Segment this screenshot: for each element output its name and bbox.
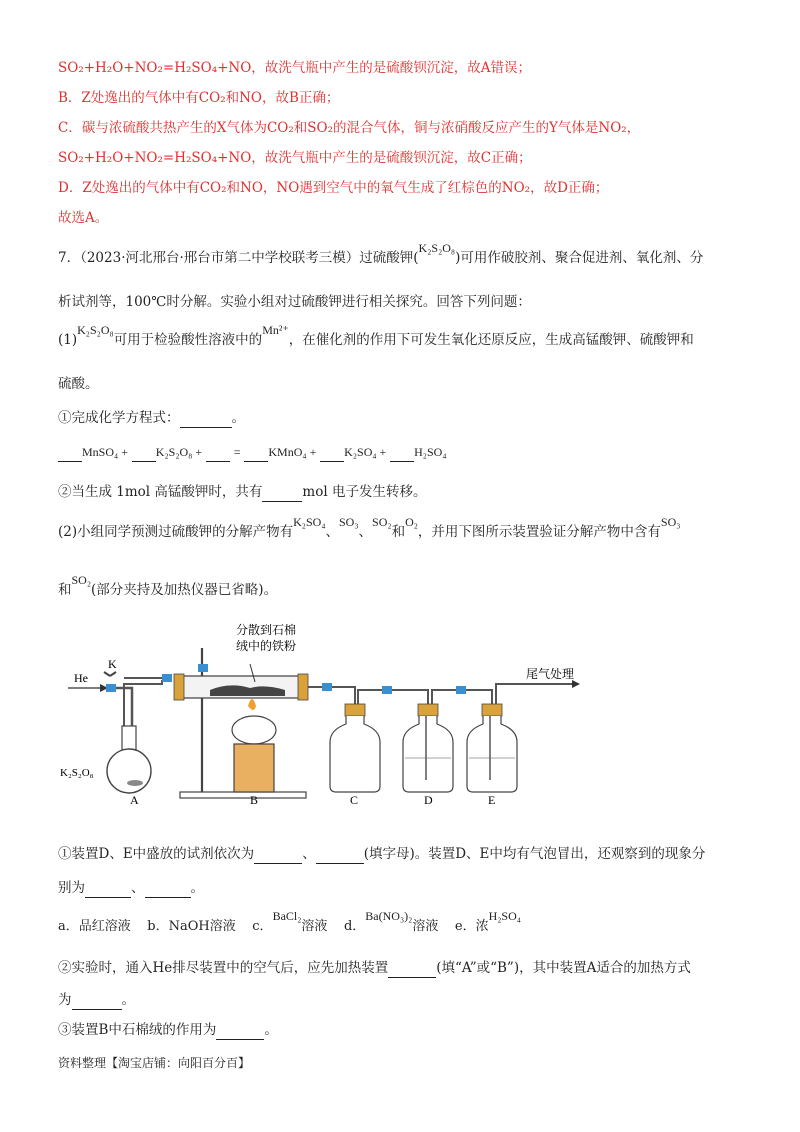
answer-blank-2[interactable]	[262, 501, 302, 502]
q7-intro-b: )可用作破胶剂、聚合促进剂、氧化剂、分	[455, 250, 704, 266]
tail-arrowhead	[572, 680, 580, 688]
sub4-c: 为	[58, 992, 72, 1008]
sub3-c: 别为	[58, 880, 85, 896]
stopper-b-left	[174, 674, 184, 700]
label-b: B	[250, 793, 259, 807]
reagent-icon	[127, 780, 143, 786]
part2-c: (部分夹持及加热仪器已省略)。	[91, 582, 278, 598]
answer-blank-9[interactable]	[216, 1039, 264, 1040]
eq-blank-1[interactable]	[58, 461, 82, 462]
label-a: A	[130, 793, 139, 807]
option-c-text: 溶液	[301, 919, 328, 934]
answer-line-6: 故选A。	[58, 210, 109, 226]
eq-blank-3[interactable]	[206, 461, 230, 462]
bottle-d-icon	[403, 716, 453, 792]
part2-and: 和	[58, 582, 72, 598]
label-e: E	[488, 793, 496, 807]
answer-blank-1[interactable]	[180, 427, 232, 428]
answer-line-4: SO₂+H₂O+NO₂=H₂SO₄+NO，故洗气瓶中产生的是硫酸钡沉淀，故C正确；	[58, 150, 532, 166]
label-c: C	[350, 793, 359, 807]
clamp-icon	[198, 664, 208, 672]
flask-a-icon	[107, 749, 151, 793]
sub4-a: ②实验时，通入He排尽装置中的空气后，应先加热装置	[58, 960, 389, 976]
stopper-e	[482, 704, 502, 716]
label-d: D	[424, 793, 433, 807]
sub4-d: 。	[121, 992, 135, 1008]
formula-so2-b: SO₂	[71, 573, 92, 587]
label-k: K	[108, 657, 117, 671]
sub5-line	[58, 1020, 278, 1040]
stopper-c	[345, 704, 365, 716]
sub2-line	[58, 482, 426, 502]
option-e: e．浓	[454, 919, 489, 934]
q7-intro-a: 7．（2023·河北邢台·邢台市第二中学校联考三模）过硫酸钾(	[58, 250, 419, 266]
formula-k2so4: K₂SO₄	[293, 515, 326, 529]
sub1-a: ①完成化学方程式：	[58, 410, 180, 426]
sub2-a: ②当生成 1mol 高锰酸钾时，共有	[58, 484, 263, 500]
sub1-b: 。	[231, 410, 245, 426]
flame-icon	[248, 699, 256, 710]
formula-so2: SO₂	[372, 515, 392, 529]
stand-base	[180, 792, 306, 798]
answer-blank-8[interactable]	[72, 1009, 122, 1010]
formula-bacl2: BaCl₂	[272, 909, 302, 923]
connector-2	[322, 683, 332, 691]
eq-term-2: K₂S₂O₈ +	[155, 445, 203, 459]
sub3-d: 。	[190, 880, 204, 896]
label-iron-2: 绒中的铁粉	[236, 639, 297, 653]
sub3-line	[58, 844, 705, 864]
sub3-sep2: 、	[131, 880, 145, 896]
part1-a: 可用于检验酸性溶液中的	[113, 332, 263, 348]
q7-part2-line-2	[58, 573, 278, 600]
q7-part1-line	[58, 323, 694, 350]
q7-part1-line-2: 硫酸。	[58, 376, 99, 392]
formula-h2so4: H₂SO₄	[488, 909, 521, 923]
part2-a: (2)小组同学预测过硫酸钾的分解产物有	[58, 524, 294, 540]
tube-tail	[496, 684, 572, 704]
connector-3	[382, 686, 392, 694]
label-iron-1: 分散到石棉	[236, 623, 297, 637]
connector-4	[456, 686, 466, 694]
options-line	[58, 909, 521, 937]
eq-term-6: H₂SO₄	[414, 445, 447, 459]
sub4-line	[58, 958, 691, 978]
part2-b: ，并用下图所示装置验证分解产物中含有	[417, 524, 661, 540]
answer-line-1: SO₂+H₂O+NO₂=H₂SO₄+NO，故洗气瓶中产生的是硫酸钡沉淀，故A错误；	[58, 60, 532, 76]
valve-k-icon[interactable]	[106, 684, 116, 692]
answer-blank-7[interactable]	[388, 977, 436, 978]
eq-blank-6[interactable]	[390, 461, 414, 462]
answer-blank-5[interactable]	[85, 897, 131, 898]
part2-sep2: 、	[358, 524, 373, 540]
answer-line-5: D．Z处逸出的气体中有CO₂和NO，NO遇到空气中的氧气生成了红棕色的NO₂，故D正确；	[58, 180, 609, 196]
sub2-b: mol 电子发生转移。	[302, 484, 427, 500]
answer-blank-6[interactable]	[145, 897, 191, 898]
bottle-e-icon	[467, 716, 517, 792]
part2-he: 和	[391, 524, 406, 540]
label-reagent: K₂S₂O₈	[60, 767, 94, 779]
sub1-line	[58, 408, 245, 428]
formula-so3: SO₃	[339, 515, 359, 529]
burner-icon	[232, 716, 276, 744]
sub3-b: (填字母)。装置D、E中均有气泡冒出，还观察到的现象分	[363, 846, 706, 862]
eq-equals: =	[233, 445, 241, 459]
equation-line	[58, 442, 447, 462]
q7-intro-line-2: 析试剂等，100℃时分解。实验小组对过硫酸钾进行相关探究。回答下列问题：	[58, 294, 531, 310]
stopper-b-right	[298, 674, 308, 700]
tube-c-to-d	[358, 690, 428, 708]
sub4-line-2	[58, 990, 135, 1010]
option-b: b．NaOH溶液	[147, 919, 236, 934]
burner-stand	[234, 744, 274, 792]
option-d: d．	[343, 919, 366, 934]
eq-blank-2[interactable]	[132, 461, 156, 462]
sub3-sep: 、	[302, 846, 316, 862]
eq-term-5: K₂SO₄ +	[344, 445, 387, 459]
formula-mn: Mn²⁺	[262, 323, 289, 337]
formula-o2: O₂	[405, 515, 418, 529]
part1-num: (1)	[58, 332, 78, 348]
stopper-d	[418, 704, 438, 716]
answer-line-2: B．Z处逸出的气体中有CO₂和NO，故B正确；	[58, 90, 340, 106]
sub3-a: ①装置D、E中盛放的试剂依次为	[58, 846, 255, 862]
sub4-b: (填“A”或“B”)，其中装置A适合的加热方式	[436, 960, 691, 976]
bottle-c-icon	[330, 716, 380, 792]
valve-handle-icon	[104, 672, 116, 676]
formula-k2s2o8: K₂S₂O₈	[418, 241, 456, 255]
page-footer: 资料整理【淘宝店铺：向阳百分百】	[58, 1056, 251, 1070]
connector-1	[162, 674, 172, 682]
label-he: He	[74, 671, 88, 685]
q7-part2-line	[58, 515, 681, 542]
option-d-text: 溶液	[412, 919, 439, 934]
answer-blank-3[interactable]	[254, 863, 302, 864]
eq-blank-4[interactable]	[244, 461, 268, 462]
q7-intro-line	[58, 241, 704, 268]
formula-so3-b: SO₃	[660, 515, 681, 529]
formula-k2s2o8-2: K₂S₂O₈	[77, 323, 114, 337]
formula-bano32: Ba(NO₃)₂	[365, 909, 413, 923]
eq-term-1: MnSO₄ +	[82, 445, 128, 459]
sub3-line-2	[58, 878, 204, 898]
part2-sep1: 、	[325, 524, 339, 540]
answer-line-3: C．碳与浓硫酸共热产生的X气体为CO₂和SO₂的混合气体，铜与浓硝酸反应产生的Y气体是NO₂，	[58, 120, 641, 136]
part1-b: ，在催化剂的作用下可发生氧化还原反应，生成高锰酸钾、硫酸钾和	[288, 332, 694, 348]
option-c: c．	[252, 919, 273, 934]
eq-blank-5[interactable]	[320, 461, 344, 462]
eq-term-4: KMnO₄ +	[268, 445, 317, 459]
sub5-b: 。	[264, 1022, 278, 1038]
apparatus-diagram	[60, 618, 620, 814]
option-a: a．品红溶液	[58, 919, 131, 934]
label-tail: 尾气处理	[526, 667, 575, 681]
sub5-a: ③装置B中石棉绒的作用为	[58, 1022, 217, 1038]
answer-blank-4[interactable]	[316, 863, 364, 864]
